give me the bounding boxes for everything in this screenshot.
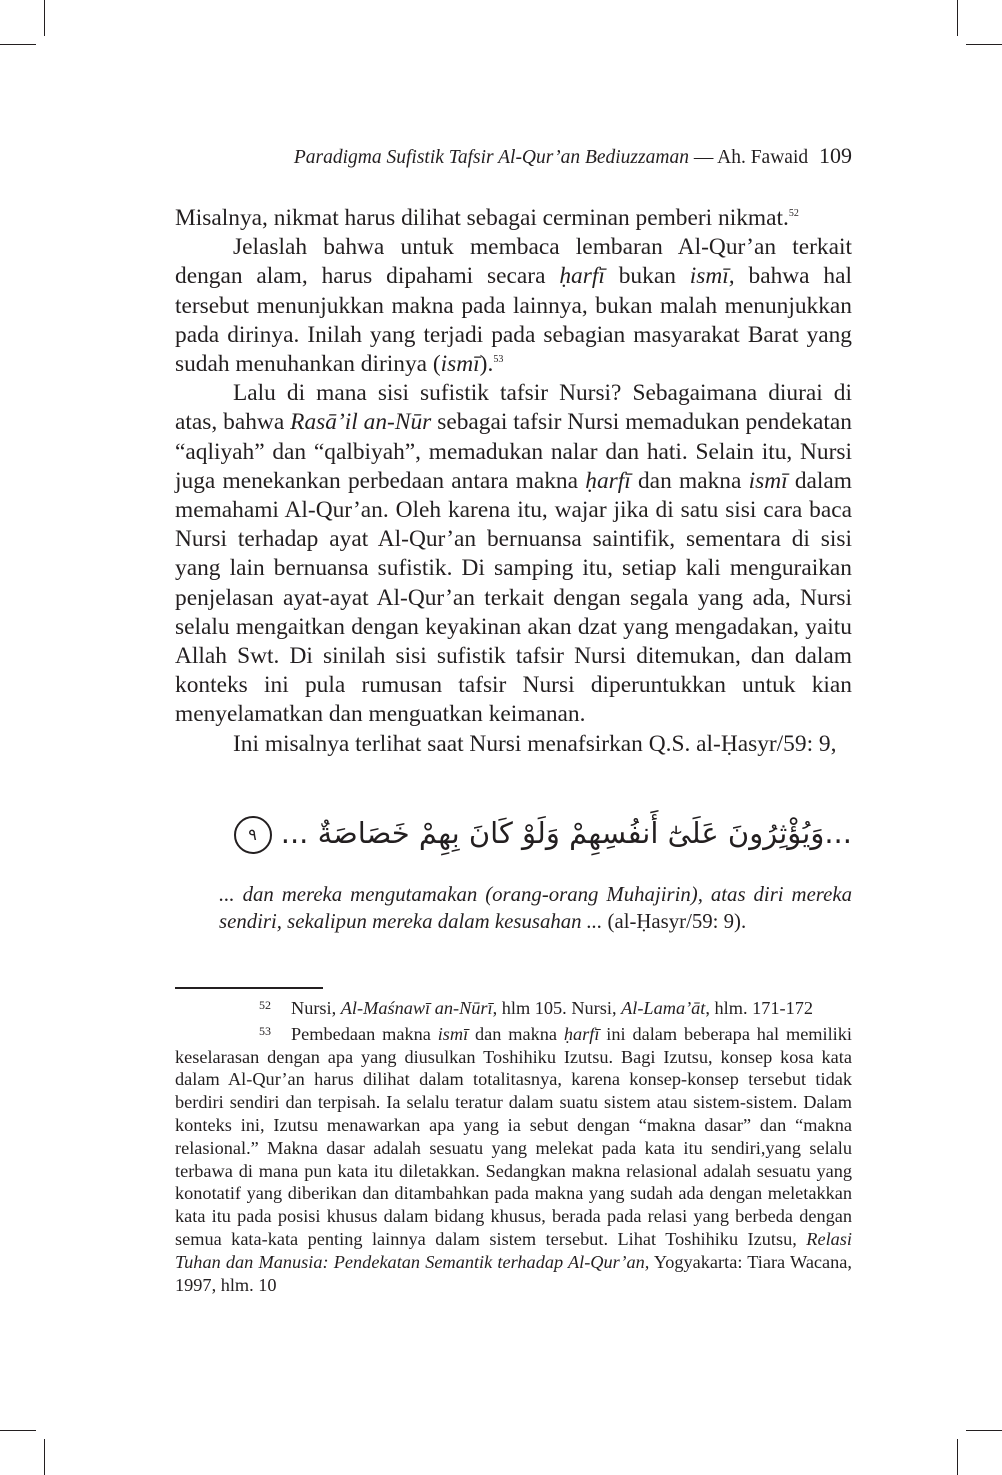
book-title: Al-Lama’āt bbox=[621, 998, 706, 1018]
term-ismi: ismī bbox=[440, 351, 480, 378]
paragraph-text: dalam memahami Al-Qur’an. Oleh karena itu, wajar jika di satu sisi cara baca Nursi terhadap ayat Al-Qur’an bernuansa saintifik, sementara di sisi yang lain bernuansa sufistik. Di samping itu, setiap kali menguraikan penjelasan ayat-ayat Al-Qur’an terkait dengan segala yang ada, Nursi selalu mengaitkan dengan keyakinan akan dzat yang mengadakan, yaitu Allah Swt. Di sinilah sisi sufistik tafsir Nursi ditemukan, dan dalam konteks ini pula rumusan tafsir Nursi diperuntukkan untuk kian menyelamatkan dan menguatkan keimanan. bbox=[175, 467, 852, 728]
term-ismi: ismī bbox=[748, 467, 788, 494]
paragraph-text: bukan bbox=[604, 263, 690, 290]
crop-mark bbox=[966, 44, 1002, 45]
paragraph-text: bahwa hal tersebut menunjukkan makna pada lainnya, bukan malah menunjukkan pada dirinya. Inilah yang terjadi pada sebagian masyarakat Barat yang sudah menuhankan dirinya ( bbox=[175, 263, 852, 378]
term-ismi: ismī, bbox=[689, 263, 735, 290]
book-title: Rasā’il an-Nūr bbox=[290, 409, 432, 436]
crop-mark bbox=[0, 1430, 36, 1431]
ayah-number-icon: ٩ bbox=[234, 816, 272, 854]
paragraph-text: Misalnya, nikmat harus dilihat sebagai cerminan pemberi nikmat. bbox=[175, 205, 789, 231]
footnote-text: , hlm 105. Nursi, bbox=[492, 998, 622, 1018]
footnote bbox=[175, 994, 852, 1020]
footnotes bbox=[175, 994, 852, 1296]
crop-mark bbox=[957, 0, 958, 36]
term-harfi: ḥarfī bbox=[563, 1023, 600, 1044]
footnote-ref[interactable]: 53 bbox=[493, 354, 504, 366]
running-header-author: — Ah. Fawaid bbox=[693, 147, 809, 168]
running-header bbox=[175, 143, 852, 171]
footnote-text: dan makna bbox=[468, 1023, 564, 1044]
verse-reference: (al-Ḥasyr/59: 9). bbox=[602, 910, 747, 933]
footnote-number: 52 bbox=[259, 998, 271, 1012]
paragraph-text: Jelaslah bahwa untuk membaca lembaran Al-Qur’an terkait dengan alam, harus dipahami secara bbox=[175, 234, 852, 290]
footnote-text: Pembedaan makna bbox=[291, 1023, 438, 1044]
term-harfi: ḥarfī bbox=[585, 467, 631, 494]
page-number: 109 bbox=[819, 143, 852, 168]
paragraph bbox=[175, 379, 852, 729]
running-header-title: Paradigma Sufistik Tafsir Al-Qur’an Bediuzzaman bbox=[293, 147, 689, 168]
crop-mark bbox=[44, 1439, 45, 1475]
paragraph bbox=[175, 233, 852, 379]
paragraph-text: ). bbox=[479, 351, 494, 378]
footnote-text: ini dalam beberapa hal memiliki keselarasan dengan apa yang diusulkan Toshihiku Izutsu. Bagi Izutsu, konsep kosa kata dalam Al-Qur’an harus dilihat dalam totalitasnya, karena konsep-konsep tersebut tidak berdiri sendiri dan terpisah. Ia selalu teratur dalam suatu sistem atau sistem-sistem. Dalam konteks ini, Izutsu menawarkan apa yang ia sebut dengan “makna dasar” dan “makna relasional.” Makna dasar adalah sesuatu yang melekat pada kata itu sendiri,yang selalu terbawa di mana pun kata itu diletakkan. Sedangkan makna relasional adalah sesuatu yang konotatif yang diberikan dan ditambahkan pada makna yang sudah ada dengan meletakkan kata itu pada posisi khusus dalam bidang khusus, berada pada relasi yang berbeda dengan semua kata-kata penting lainnya dalam sistem tersebut. Lihat Toshihiku Izutsu, bbox=[175, 1023, 852, 1249]
footnote bbox=[175, 1020, 852, 1297]
paragraph-text: dan makna bbox=[630, 467, 749, 494]
verse-translation bbox=[219, 881, 852, 935]
crop-mark bbox=[44, 0, 45, 36]
crop-mark bbox=[966, 1430, 1002, 1431]
paragraph-text: sebagai tafsir Nursi memadukan pendekatan “aqliyah” dan “qalbiyah”, memadukan nalar dan hati. Selain itu, Nursi juga menekankan perbedaan antara makna bbox=[175, 409, 852, 494]
book-title: Al-Maśnawī an-Nūrī bbox=[340, 998, 493, 1018]
book-title: Relasi Tuhan dan Manusia: Pendekatan Semantik terhadap Al-Qur’an, bbox=[175, 1228, 852, 1272]
footnote-text: Nursi, bbox=[291, 998, 341, 1018]
translation-text: ... dan mereka mengutamakan (orang-orang Muhajirin), atas diri mereka sendiri, sekalipun mereka dalam kesusahan ... bbox=[219, 883, 852, 933]
paragraph-text: Lalu di mana sisi sufistik tafsir Nursi? Sebagaimana diurai di atas, bahwa bbox=[175, 380, 852, 436]
footnote-number: 53 bbox=[259, 1023, 271, 1038]
main-text bbox=[175, 204, 852, 759]
footnote-text: Yogyakarta: Tiara Wacana, 1997, hlm. 10 bbox=[175, 1251, 852, 1295]
paragraph: Ini misalnya terlihat saat Nursi menafsirkan Q.S. al-Ḥasyr/59: 9, bbox=[233, 730, 837, 757]
term-ismi: ismī bbox=[437, 1023, 469, 1044]
arabic-verse-text: ...وَيُؤْثِرُونَ عَلَىٰٓ أَنفُسِهِمْ وَلَوْ كَانَ بِهِمْ خَصَاصَةٌ ... bbox=[280, 816, 852, 850]
footnote-text: , hlm. 171-172 bbox=[705, 998, 814, 1018]
term-harfi: ḥarfī bbox=[559, 263, 605, 290]
footnote-divider bbox=[175, 987, 323, 989]
paragraph bbox=[175, 204, 852, 233]
footnote-ref[interactable]: 52 bbox=[788, 208, 799, 219]
quran-verse bbox=[248, 803, 852, 865]
crop-mark bbox=[957, 1439, 958, 1475]
crop-mark bbox=[0, 44, 36, 45]
